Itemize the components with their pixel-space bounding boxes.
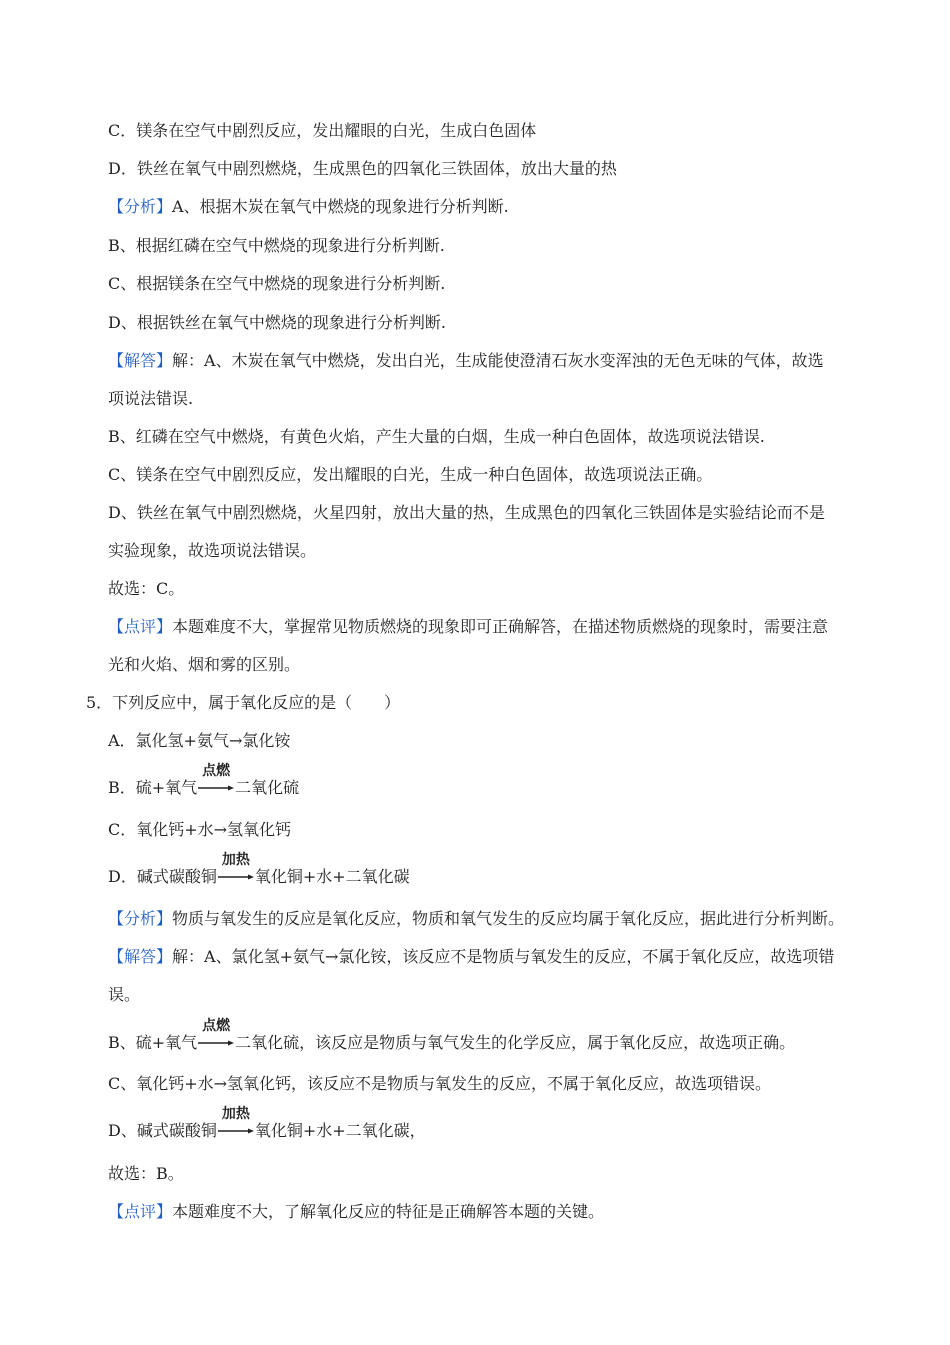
answer-tag: 【 解答 】 xyxy=(108,351,172,370)
q5-answer-d: D、碱式碳酸铜 加热 氧化铜+水+二氧化碳， xyxy=(108,1106,426,1140)
q5-answer-line: 【 解答 】 解：A、氯化氢+氨气→氯化铵，该反应不是物质与氧发生的反应，不属于氧化反应，故选项错 xyxy=(108,946,834,968)
q4-comment-cont: 光和火焰、烟和雾的区别。 xyxy=(108,655,301,674)
q4-choice: 故选：C。 xyxy=(108,579,185,598)
q4-analysis-line: 【 分析 】 A、根据木炭在氧气中燃烧的现象进行分析判断. xyxy=(108,196,509,218)
q4-answer-c: C、镁条在空气中剧烈反应，发出耀眼的白光，生成一种白色固体，故选项说法正确。 xyxy=(108,465,713,484)
q4-option-d: D．铁丝在氧气中剧烈燃烧，生成黑色的四氧化三铁固体，放出大量的热 xyxy=(108,159,617,178)
q4-answer-a-cont: 项说法错误. xyxy=(108,389,194,408)
q4-option-c: C．镁条在空气中剧烈反应，发出耀眼的白光，生成白色固体 xyxy=(108,121,537,140)
q5-answer-c: C、氧化钙+水→氢氧化钙，该反应不是物质与氧发生的反应，不属于氧化反应，故选项错误。 xyxy=(108,1074,772,1093)
q5-option-b: B．硫+氧气 点燃 二氧化硫 xyxy=(108,763,300,797)
analysis-tag: 【 分析 】 xyxy=(108,909,172,928)
q5-stem: 5．下列反应中，属于氧化反应的是（ ） xyxy=(86,693,401,712)
q4-answer-d-cont: 实验现象，故选项说法错误。 xyxy=(108,541,317,560)
q5-comment-line: 【 点评 】 本题难度不大，了解氧化反应的特征是正确解答本题的关键。 xyxy=(108,1201,604,1223)
q4-comment-line: 【 点评 】 本题难度不大，掌握常见物质燃烧的现象即可正确解答，在描述物质燃烧的现象时，需要注意 xyxy=(108,616,828,638)
q4-analysis-d: D、根据铁丝在氧气中燃烧的现象进行分析判断. xyxy=(108,313,446,332)
q4-answer-d: D、铁丝在氧气中剧烈燃烧，火星四射，放出大量的热，生成黑色的四氧化三铁固体是实验结论而不是 xyxy=(108,503,825,522)
reaction-arrow-icon: 点燃 xyxy=(198,777,234,799)
q5-choice: 故选：B。 xyxy=(108,1164,184,1183)
reaction-arrow-icon: 加热 xyxy=(218,1120,254,1142)
q5-option-a: A．氯化氢+氨气→氯化铵 xyxy=(108,731,291,750)
q5-option-c: C．氧化钙+水→氢氧化钙 xyxy=(108,820,292,839)
q5-option-d: D．碱式碳酸铜 加热 氧化铜+水+二氧化碳 xyxy=(108,852,410,886)
q4-answer-line: 【 解答 】 解：A、木炭在氧气中燃烧，发出白光，生成能使澄清石灰水变浑浊的无色无味的气体，故选 xyxy=(108,350,824,372)
q5-analysis-line: 【 分析 】 物质与氧发生的反应是氧化反应，物质和氧气发生的反应均属于氧化反应，据此进行分析判断。 xyxy=(108,908,844,930)
reaction-arrow-icon: 点燃 xyxy=(198,1032,234,1054)
answer-tag: 【 解答 】 xyxy=(108,947,172,966)
q5-answer-b: B、硫+氧气 点燃 二氧化硫，该反应是物质与氧气发生的化学反应，属于氧化反应，故选项正确。 xyxy=(108,1018,796,1052)
q4-analysis-c: C、根据镁条在空气中燃烧的现象进行分析判断. xyxy=(108,274,446,293)
comment-tag: 【 点评 】 xyxy=(108,1202,172,1221)
comment-tag: 【 点评 】 xyxy=(108,617,172,636)
q4-answer-b: B、红磷在空气中燃烧，有黄色火焰，产生大量的白烟，生成一种白色固体，故选项说法错误. xyxy=(108,427,765,446)
analysis-tag: 【 分析 】 xyxy=(108,197,172,216)
q4-analysis-b: B、根据红磷在空气中燃烧的现象进行分析判断. xyxy=(108,236,445,255)
reaction-arrow-icon: 加热 xyxy=(218,866,254,888)
q5-answer-a-cont: 误。 xyxy=(108,985,141,1004)
